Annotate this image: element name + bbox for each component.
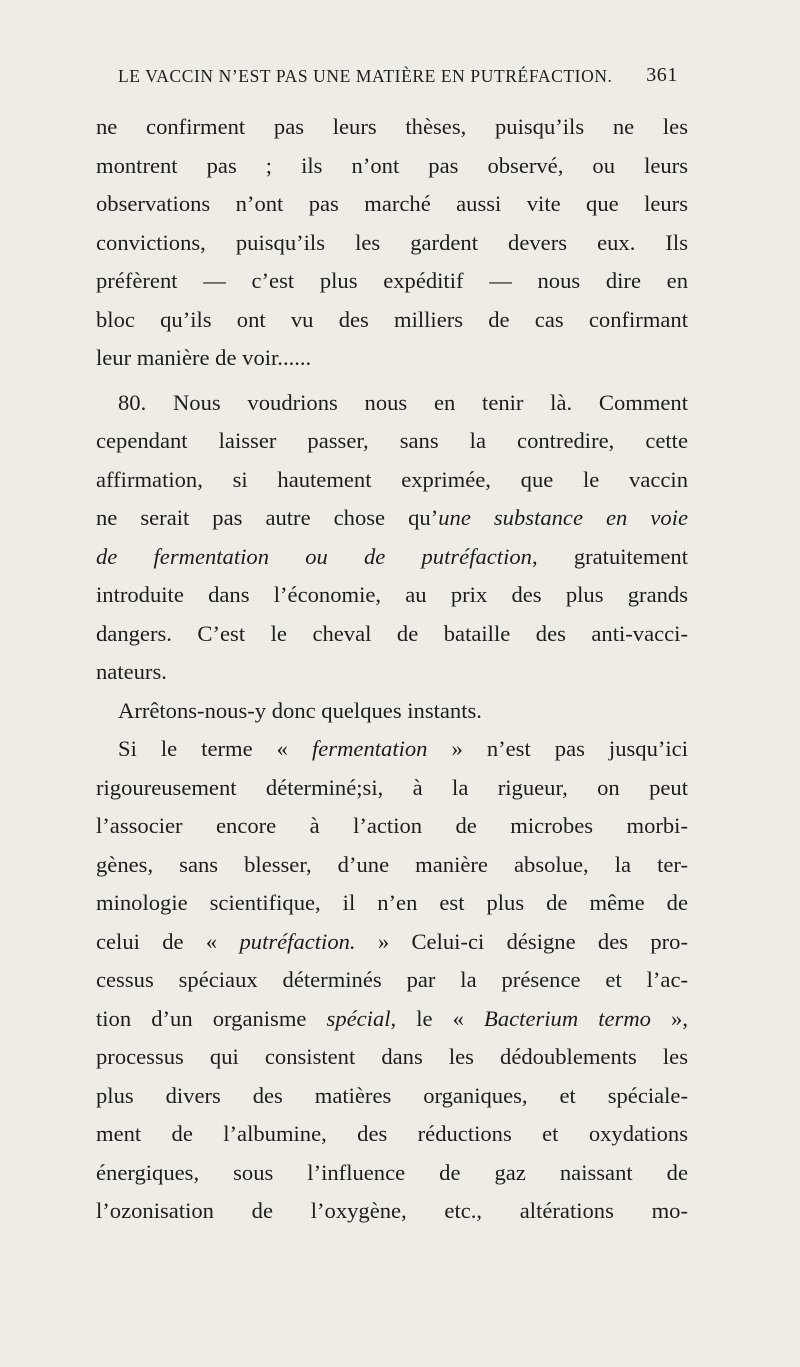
text-line [96,923,688,962]
text-run: , le « [390,1005,485,1031]
text-line: processus qui consistent dans les dédoublements les [96,1044,688,1069]
page-number: 361 [646,64,678,86]
text-line: rigoureusement déterminé;si, à la rigueur, on peut [96,774,688,800]
italic-run: Bacterium termo [484,1005,651,1031]
text-line [96,1000,688,1039]
text-line: montrent pas ; ils n’ont pas observé, ou leurs [96,152,688,178]
italic-run: putréfaction. [239,928,356,954]
text-line: l’associer encore à l’action de microbes morbi- [96,813,688,838]
text-line: préfèrent — c’est plus expéditif — nous dire en [96,268,688,293]
paragraph-continuation [96,108,688,378]
text-line [96,730,688,769]
text-run: Si le terme « [118,736,312,761]
text-line: ne confirment pas leurs thèses, puisqu’ils ne les [96,114,688,139]
italic-run: fermentation [312,736,428,761]
text-line [96,499,688,538]
text-run: », [650,1005,688,1031]
text-line: ment de l’albumine, des réductions et oxydations [96,1121,688,1146]
text-line: minologie scientifique, il n’en est plus de même de [96,890,688,915]
paragraph [96,730,688,1231]
italic-run: spécial [326,1005,391,1031]
text-line: 80. Nous voudrions nous en tenir là. Comment [118,389,688,415]
text-line: cependant laisser passer, sans la contredire, cette [96,428,688,453]
text-line: l’ozonisation de l’oxygène, etc., altérations mo- [96,1198,688,1223]
paragraph [96,692,688,731]
text-line: énergiques, sous l’influence de gaz naissant de [96,1159,688,1185]
italic-run: de fermentation ou de putréfaction [96,543,532,569]
text-line: affirmation, si hautement exprimée, que le vaccin [96,466,688,492]
text-line [96,538,688,577]
text-line: nateurs. [96,659,167,684]
text-line: convictions, puisqu’ils les gardent devers eux. Ils [96,229,688,255]
text-line: introduite dans l’économie, au prix des plus grands [96,582,688,607]
italic-run: une substance en voie [438,505,689,530]
text-line: dangers. C’est le cheval de bataille des anti-vacci- [96,620,688,646]
body-text [96,108,688,1231]
text-run: tion d’un organisme [96,1005,327,1031]
running-title: LE VACCIN N’EST PAS UNE MATIÈRE EN PUTRÉFACTION. [118,66,613,86]
text-line: cessus spéciaux déterminés par la présence et l’ac- [96,967,688,992]
text-line: bloc qu’ils ont vu des milliers de cas confirmant [96,306,688,332]
paragraph-80 [96,384,688,692]
text-line: observations n’ont pas marché aussi vite que leurs [96,191,688,216]
text-line: gènes, sans blesser, d’une manière absolue, la ter- [96,851,688,877]
text-line: leur manière de voir...... [96,345,312,370]
text-line: plus divers des matières organiques, et spéciale- [96,1082,688,1108]
running-head [118,66,678,96]
text-run: » n’est pas jusqu’ici [427,736,688,761]
text-run: celui de « [96,928,240,954]
text-run: » Celui-ci désigne des pro- [355,928,688,954]
text-run: , gratuitement [531,543,689,569]
text-run: ne serait pas autre chose qu’ [96,505,439,530]
text-line: Arrêtons-nous-y donc quelques instants. [118,697,482,723]
